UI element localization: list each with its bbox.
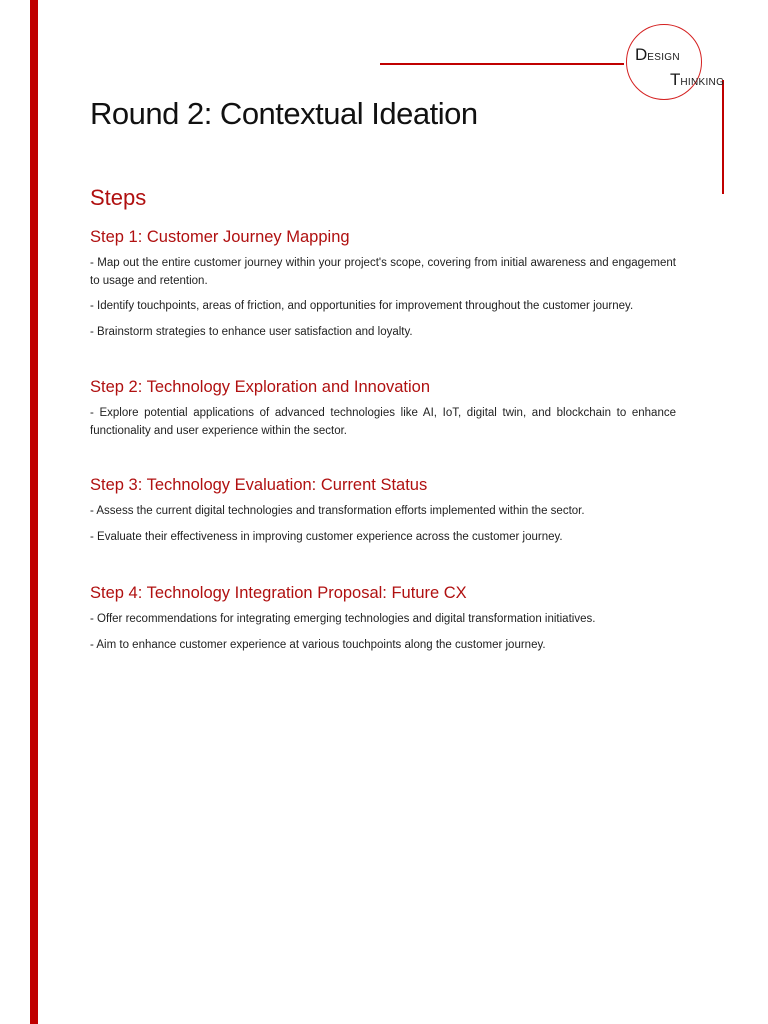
logo-word-design: [635, 46, 680, 64]
step-1-section: [90, 228, 676, 349]
steps-heading: Steps: [90, 185, 147, 210]
step-1-bullet-2: - Identify touchpoints, areas of friction, and opportunities for improvement throughout the customer journey.: [90, 300, 634, 312]
logo-thinking-initial: T: [670, 70, 681, 89]
step-3-bullet-2: - Evaluate their effectiveness in improving customer experience across the customer journey.: [90, 530, 563, 543]
step-1-bullet-3: - Brainstorm strategies to enhance user satisfaction and loyalty.: [90, 325, 413, 338]
step-4-title: Step 4: Technology Integration Proposal: Future CX: [90, 584, 467, 602]
logo-design-initial: D: [635, 45, 648, 64]
design-thinking-logo: [622, 24, 726, 104]
step-1-title: Step 1: Customer Journey Mapping: [90, 228, 350, 246]
logo-word-thinking: [670, 71, 724, 89]
step-3-bullet-1: - Assess the current digital technologies and transformation efforts implemented within the sector.: [90, 505, 585, 517]
step-4-bullet-2: - Aim to enhance customer experience at various touchpoints along the customer journey.: [90, 638, 546, 651]
step-3-title: Step 3: Technology Evaluation: Current Status: [90, 476, 428, 494]
step-2-bullet-1: - Explore potential applications of advanced technologies like AI, IoT, digital twin, and blockchain to enhance functionality and user experience within the sector.: [90, 407, 676, 437]
logo-thinking-rest: HINKING: [680, 77, 725, 88]
step-3-section: [90, 476, 676, 554]
logo-design-rest: ESIGN: [647, 52, 680, 63]
step-2-title: Step 2: Technology Exploration and Innovation: [90, 378, 431, 396]
step-4-section: [90, 584, 676, 662]
step-2-section: [90, 378, 676, 448]
left-accent-bar: [30, 0, 38, 1024]
header-rule: [380, 63, 624, 65]
page-title: Round 2: Contextual Ideation: [90, 96, 478, 131]
step-1-bullet-1: - Map out the entire customer journey within your project's scope, covering from initial awareness and engagement to usage and retention.: [90, 257, 676, 287]
step-4-bullet-1: - Offer recommendations for integrating emerging technologies and digital transformation initiatives.: [90, 613, 596, 625]
